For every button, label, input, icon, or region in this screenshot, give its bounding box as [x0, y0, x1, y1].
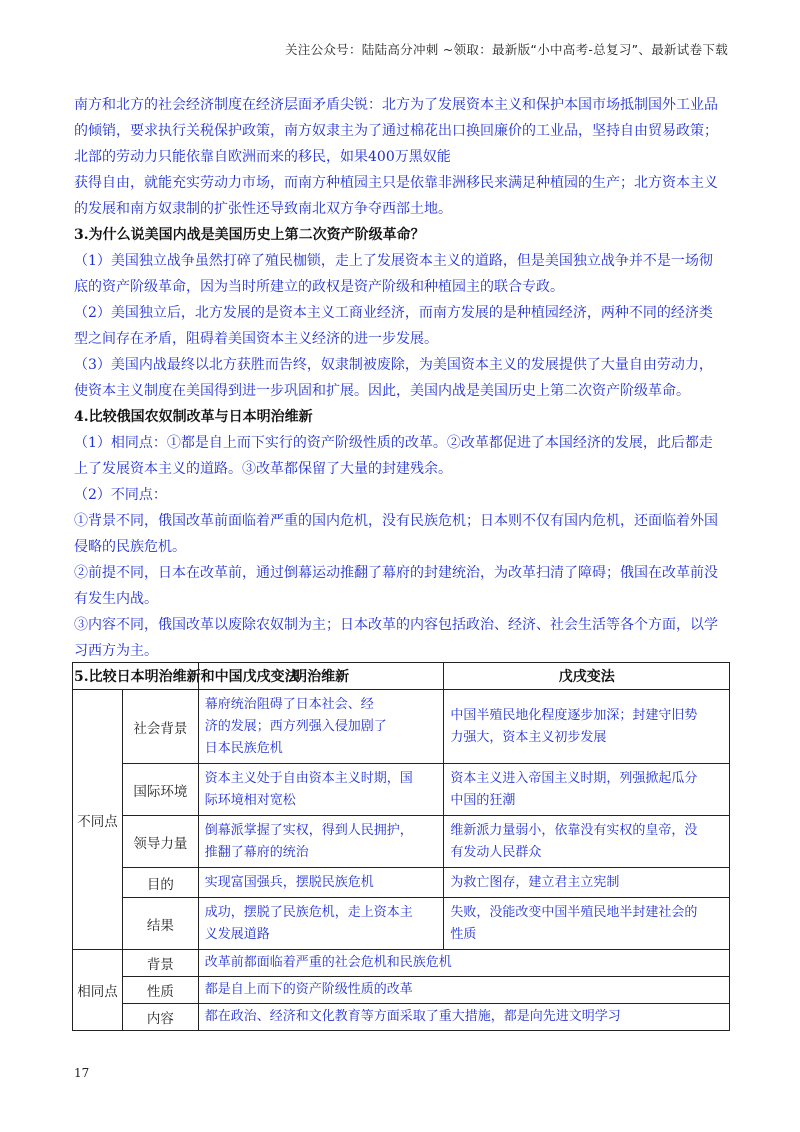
text-line: 底的资产阶级革命，因为当时所建立的政权是资产阶级和种植园主的联合专政。: [74, 279, 564, 295]
table-row: [73, 977, 730, 1004]
text-line: （3）美国内战最终以北方获胜而告终，奴隶制被废除，为美国资本主义的发展提供了大量自由劳动力，: [74, 357, 713, 373]
row-label: 结果: [122, 898, 198, 950]
shared-cell: 都在政治、经济和文化教育等方面采取了重大措施，都是向先进文明学习: [198, 1004, 729, 1031]
cell-line: 性质: [450, 926, 477, 942]
text-line: 使资本主义制度在美国得到进一步巩固和扩展。因此，美国内战是美国历史上第二次资产阶级革命。: [74, 383, 690, 399]
wuxu-cell: [444, 868, 730, 898]
comparison-table: [72, 662, 730, 1031]
cell-line: 维新派力量弱小，依靠没有实权的皇帝，没: [450, 822, 698, 838]
text-line: （2）美国独立后，北方发展的是资本主义工商业经济，而南方发展的是种植园经济，两种不同的经济类: [74, 305, 713, 321]
cell-line: 成功，摆脱了民族危机，走上资本主: [204, 904, 413, 920]
page-number: 17: [74, 1066, 90, 1080]
intro-paragraph: [74, 92, 734, 222]
table-header-row: [73, 663, 730, 690]
table-row: [73, 898, 730, 950]
wuxu-cell: [444, 898, 730, 950]
text-line: 获得自由，就能充实劳动力市场，而南方种植园主只是依靠非洲移民来满足种植园的生产；北方资本主义: [74, 175, 718, 191]
text-line: 南方和北方的社会经济制度在经济层面矛盾尖锐：北方为了发展资本主义和保护本国市场抵制国外工业品: [74, 97, 718, 113]
text-line: 型之间存在矛盾，阻碍着美国资本主义经济的进一步发展。: [74, 331, 438, 347]
row-label: 性质: [122, 977, 198, 1004]
table-row: [73, 1004, 730, 1031]
wuxu-cell: [444, 764, 730, 816]
shared-cell: 改革前都面临着严重的社会危机和民族危机: [198, 950, 729, 977]
cell-line: 幕府统治阻碍了日本社会、经: [204, 696, 374, 712]
cell-line: 义发展道路: [204, 926, 270, 942]
cell-line: 际环境相对宽松: [204, 792, 296, 808]
text-line: （1）美国独立战争虽然打碎了殖民枷锁，走上了发展资本主义的道路，但是美国独立战争并不是一场彻: [74, 253, 713, 269]
cell-line: 中国的狂潮: [450, 792, 516, 808]
cell-line: 资本主义进入帝国主义时期，列强掀起瓜分: [450, 770, 698, 786]
column-header-meiji: 明治维新: [198, 663, 444, 690]
table-row: [73, 950, 730, 977]
meiji-cell: [198, 898, 444, 950]
row-label: 目的: [122, 868, 198, 898]
differences-label: 不同点: [73, 690, 123, 950]
table-corner-cell: [73, 663, 199, 690]
main-content: [74, 92, 734, 690]
question-4-answer: [74, 430, 734, 664]
text-line: 有发生内战。: [74, 591, 158, 607]
text-line: （2）不同点：: [74, 487, 167, 503]
text-line: ③内容不同，俄国改革以废除农奴制为主；日本改革的内容包括政治、经济、社会生活等各个方面，以学: [74, 617, 718, 633]
meiji-cell: [198, 816, 444, 868]
table-row: [73, 690, 730, 764]
cell-line: 中国半殖民地化程度逐步加深；封建守旧势: [450, 707, 698, 723]
wuxu-cell: [444, 690, 730, 764]
column-header-wuxu: 戊戌变法: [444, 663, 730, 690]
cell-line: 日本民族危机: [204, 740, 283, 756]
row-label: 内容: [122, 1004, 198, 1031]
question-5-heading: 5.比较日本明治维新和中国戊戌变法: [74, 669, 299, 685]
text-line: 的倾销，要求执行关税保护政策，南方奴隶主为了通过棉花出口换回廉价的工业品，坚持自由贸易政策；: [74, 123, 718, 139]
meiji-cell: [198, 764, 444, 816]
cell-line: 资本主义处于自由资本主义时期，国: [204, 770, 413, 786]
cell-line: 有发动人民群众: [450, 844, 542, 860]
text-line: ①背景不同，俄国改革前面临着严重的国内危机，没有民族危机；日本则不仅有国内危机，还面临着外国: [74, 513, 718, 529]
cell-line: 失败，没能改变中国半殖民地半封建社会的: [450, 904, 698, 920]
text-line: 北部的劳动力只能依靠自欧洲而来的移民，如果400万黑奴能: [74, 149, 451, 165]
cell-line: 实现富国强兵，摆脱民族危机: [204, 874, 374, 890]
meiji-cell: [198, 690, 444, 764]
meiji-cell: [198, 868, 444, 898]
wuxu-cell: [444, 816, 730, 868]
table-row: [73, 868, 730, 898]
similarities-label: 相同点: [73, 950, 123, 1031]
cell-line: 为救亡图存，建立君主立宪制: [450, 874, 620, 890]
shared-cell: 都是自上而下的资产阶级性质的改革: [198, 977, 729, 1004]
text-line: 习西方为主。: [74, 643, 158, 659]
page-header: 关注公众号：陆陆高分冲刺 ~领取：最新版“小中高考-总复习”、最新试卷下载: [284, 42, 728, 57]
text-line: 上了发展资本主义的道路。③改革都保留了大量的封建残余。: [74, 461, 452, 477]
table-row: [73, 816, 730, 868]
text-line: ②前提不同，日本在改革前，通过倒幕运动推翻了幕府的封建统治，为改革扫清了障碍；俄国在改革前没: [74, 565, 718, 581]
text-line: 的发展和南方奴隶制的扩张性还导致南北双方争夺西部土地。: [74, 201, 452, 217]
question-3-heading: 3.为什么说美国内战是美国历史上第二次资产阶级革命？: [74, 227, 425, 243]
text-line: 侵略的民族危机。: [74, 539, 186, 555]
text-line: （1）相同点：①都是自上而下实行的资产阶级性质的改革。②改革都促进了本国经济的发展，此后都走: [74, 435, 713, 451]
question-3-answer: [74, 248, 734, 404]
table-row: [73, 764, 730, 816]
question-4-heading: 4.比较俄国农奴制改革与日本明治维新: [74, 409, 313, 425]
row-label: 国际环境: [122, 764, 198, 816]
cell-line: 倒幕派掌握了实权，得到人民拥护，: [204, 822, 413, 838]
cell-line: 济的发展；西方列强入侵加剧了: [204, 718, 387, 734]
row-label: 背景: [122, 950, 198, 977]
cell-line: 推翻了幕府的统治: [204, 844, 309, 860]
row-label: 社会背景: [122, 690, 198, 764]
cell-line: 力强大，资本主义初步发展: [450, 729, 607, 745]
row-label: 领导力量: [122, 816, 198, 868]
